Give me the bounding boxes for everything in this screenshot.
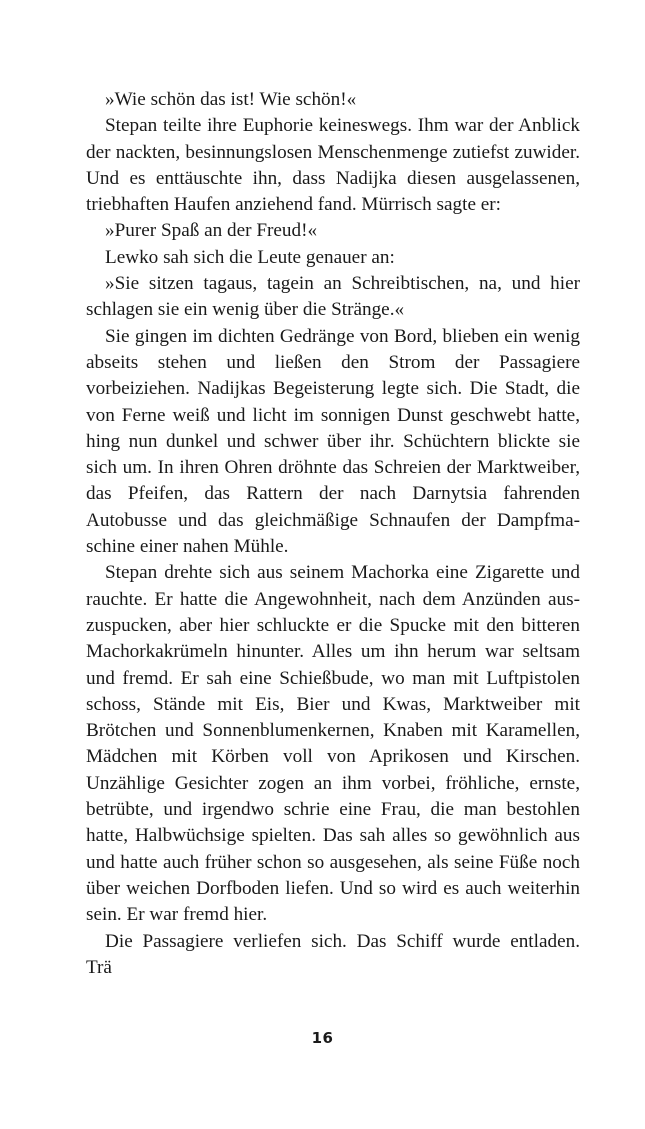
paragraph: Stepan teilte ihre Euphorie keineswegs. Ihm war der Anblick der nackten, besinnungslosen Menschenmenge zutiefst zuwider. Und es enttäuschte ihn, dass Nadijka diesen ausgelassenen, triebhaften Haufen anziehend fand. Mürrisch sagte er: xyxy=(86,115,580,216)
paragraph: Die Passagiere verliefen sich. Das Schiff wurde entladen. Trä xyxy=(86,930,580,978)
paragraph: »Purer Spaß an der Freud!« xyxy=(105,220,318,242)
paragraph: »Wie schön das ist! Wie schön!« xyxy=(105,89,357,110)
page-number: 16 xyxy=(311,1029,334,1047)
page-body xyxy=(86,87,580,981)
paragraph: »Sie sitzen tagaus, tagein an Schreibtischen, na, und hier schlagen sie ein wenig über die Stränge.« xyxy=(86,273,580,321)
paragraph: Stepan drehte sich aus seinem Machorka eine Zigarette und rauchte. Er hatte die Angewohnheit, nach dem Anzünden auszuspucken, aber hier schluckte er die Spucke mit den bitteren Machorkakrümeln hinunter. Alles um ihn herum war seltsam und fremd. Er sah eine Schießbude, wo man mit Luftpistolen schoss, Stände mit Eis, Bier und Kwas, Marktweiber mit Brötchen und Sonnenblumenkernen, Knaben mit Karamellen, Mädchen mit Körben voll von Aprikosen und Kirschen. Unzählige Gesichter zogen an ihm vorbei, fröhliche, ernste, betrübte, und irgendwo schrie eine Frau, die man bestohlen hatte, Halbwüchsige spielten. Das sah alles so gewöhnlich aus und hatte auch früher schon so ausgesehen, als seine Füße noch über weichen Dorfboden liefen. Und so wird es auch weiterhin sein. Er war fremd hier. xyxy=(86,562,580,926)
paragraph: Sie gingen im dichten Gedränge von Bord, blieben ein wenig abseits stehen und ließen den Strom der Passagiere vorbeiziehen. Nadijkas Begeisterung legte sich. Die Stadt, die von Ferne weiß und licht im sonnigen Dunst geschwebt hatte, hing nun dunkel und schwer über ihr. Schüchtern blickte sie sich um. In ihren Ohren dröhnte das Schreien der Marktweiber, das Pfeifen, das Rattern der nach Darnytsia fahrenden Autobusse und das gleichmäßige Schnaufen der Dampfmaschine einer nahen Mühle. xyxy=(86,325,580,558)
paragraph: Lewko sah sich die Leute genauer an: xyxy=(105,246,395,268)
